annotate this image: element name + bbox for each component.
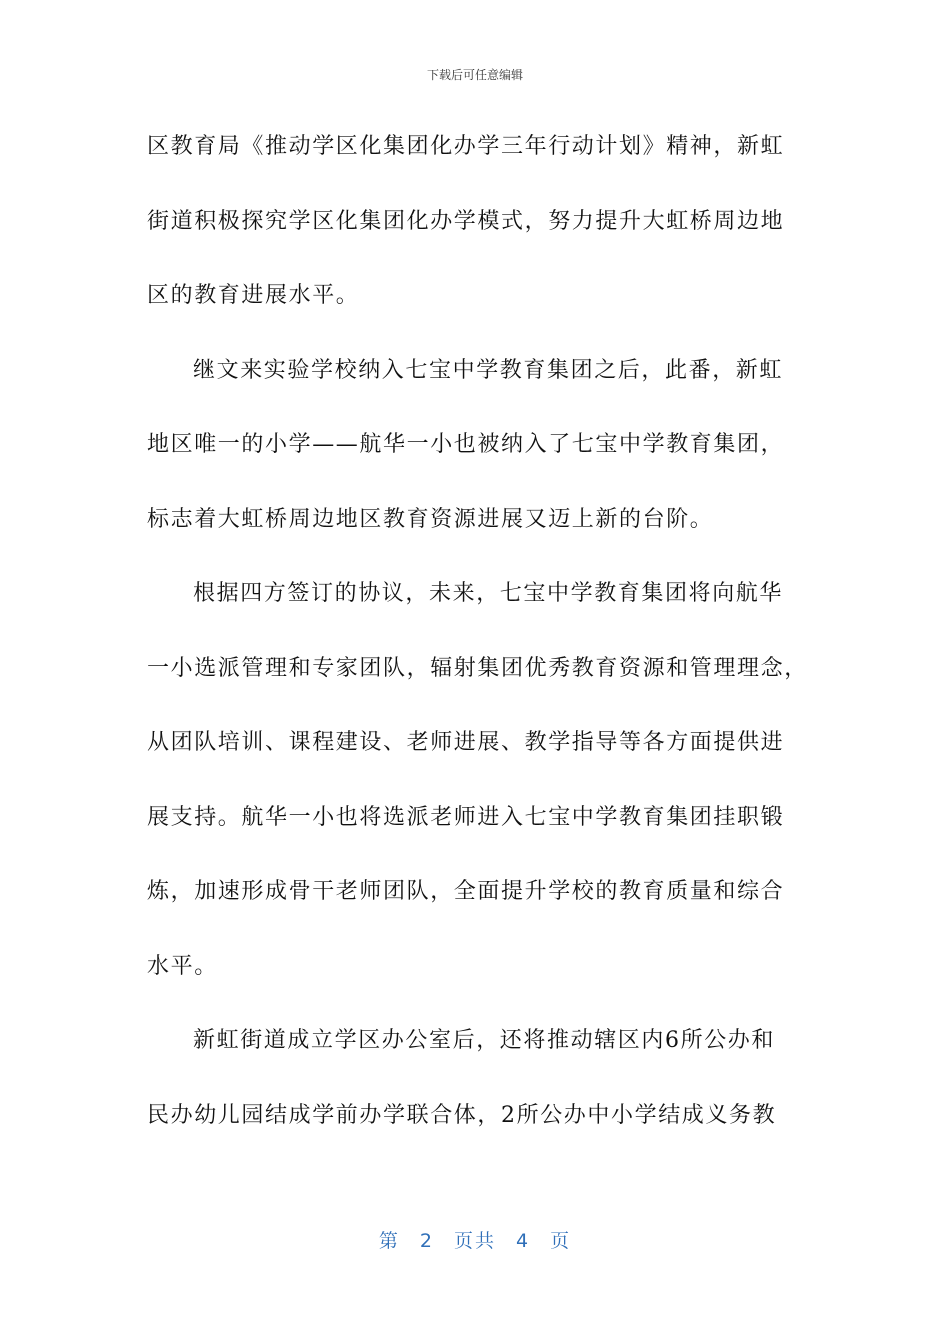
page-number: 2 [419,1230,434,1252]
text-line: 继文来实验学校纳入七宝中学教育集团之后，此番，新虹 [193,357,784,383]
text-line: 展支持。航华一小也将选派老师进入七宝中学教育集团挂职锻 [147,804,785,830]
text-line: 标志着大虹桥周边地区教育资源进展又迈上新的台阶。 [147,506,714,532]
document-body [147,120,807,1163]
text-line: 一小选派管理和专家团队，辐射集团优秀教育资源和管理理念， [147,655,808,681]
text-line: 地区唯一的小学——航华一小也被纳入了七宝中学教育集团， [147,432,785,457]
text-line: 街道积极探究学区化集团化办学模式，努力提升大虹桥周边地 [147,208,785,234]
text-line: 民办幼儿园结成学前办学联合体，2所公办中小学结成义务教 [147,1102,777,1128]
page-header: 下载后可任意编辑 [426,68,523,82]
text-line: 从团队培训、课程建设、老师进展、教学指导等各方面提供进 [147,730,785,755]
text-line: 区的教育进展水平。 [147,283,360,308]
text-line: 区教育局《推动学区化集团化办学三年行动计划》精神，新虹 [147,134,785,159]
text-line: 水平。 [147,953,218,979]
text-line: 炼，加速形成骨干老师团队，全面提升学校的教育质量和综合 [147,879,785,904]
page-total: 4 [516,1230,531,1252]
page-middle: 页共 [453,1230,496,1252]
text-line: 根据四方签订的协议，未来，七宝中学教育集团将向航华 [193,581,784,606]
page-prefix: 第 [378,1230,400,1252]
page-footer [0,1226,950,1253]
page-suffix: 页 [550,1230,572,1252]
text-line: 新虹街道成立学区办公室后，还将推动辖区内6所公办和 [193,1028,775,1053]
